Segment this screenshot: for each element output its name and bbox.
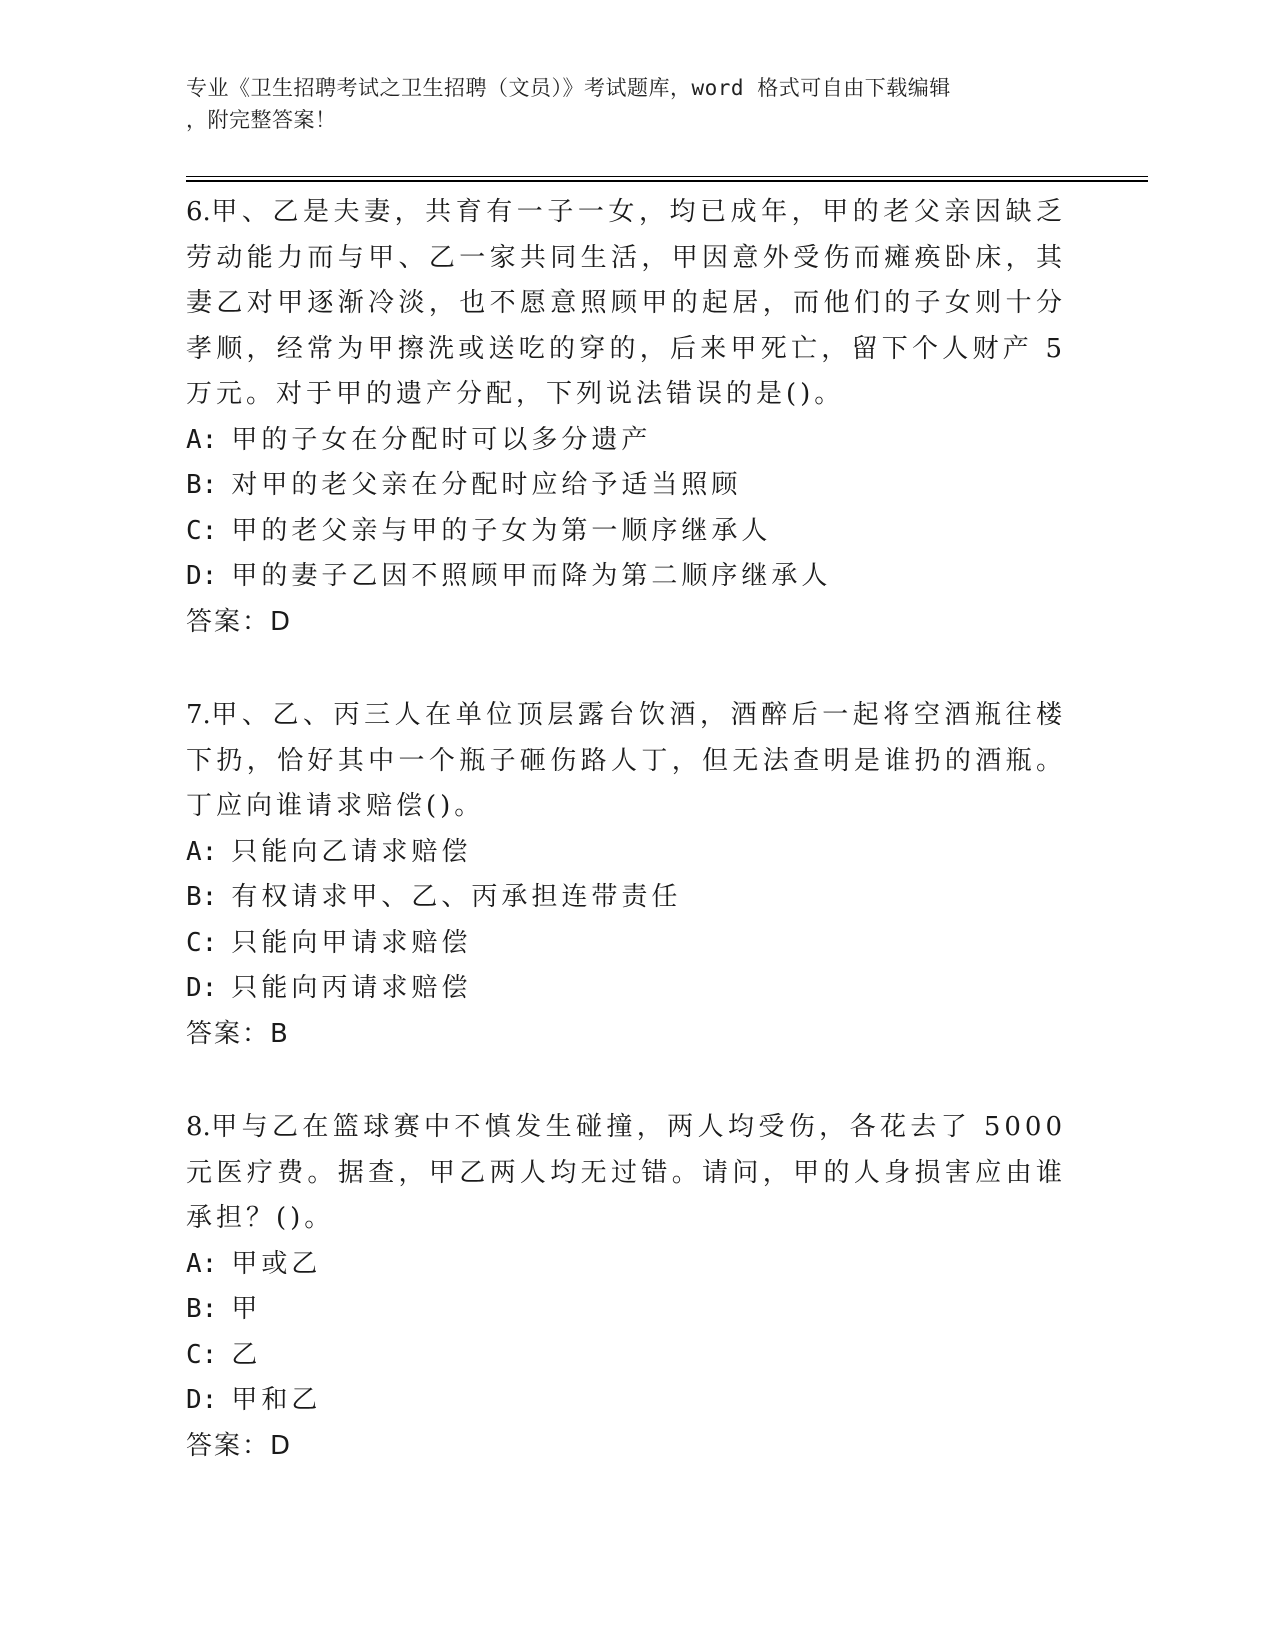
option-text: 乙: [231, 1339, 262, 1370]
option-text: 甲的老父亲与甲的子女为第一顺序继承人: [231, 515, 772, 546]
answer-label: 答案：D: [186, 606, 293, 637]
option-letter: B:: [186, 470, 218, 500]
option-letter: B:: [186, 1294, 218, 1324]
option-letter: A:: [186, 836, 218, 867]
option-c: [186, 1333, 1066, 1379]
question-6: [186, 190, 1066, 645]
option-a: [186, 830, 1066, 876]
option-text: 只能向甲请求赔偿: [231, 927, 472, 958]
question-number: 8.: [186, 1112, 211, 1142]
answer-label: 答案：D: [186, 1430, 293, 1461]
header-title-line2: ，附完整答案！: [186, 108, 337, 132]
option-d: [186, 966, 1066, 1012]
question-stem: [186, 190, 1066, 418]
question-8: [186, 1105, 1066, 1469]
option-b: [186, 1287, 1066, 1333]
question-stem: [186, 1105, 1066, 1242]
option-a: [186, 1242, 1066, 1288]
document-header: [186, 72, 1066, 136]
question-number: 7.: [186, 700, 211, 730]
option-letter: C:: [186, 927, 218, 958]
option-c: [186, 921, 1066, 967]
header-divider-thick: [186, 180, 1148, 182]
option-text: 甲或乙: [231, 1248, 322, 1279]
option-text: 有权请求甲、乙、丙承担连带责任: [231, 882, 682, 912]
option-c: [186, 509, 1066, 555]
question-stem: [186, 693, 1066, 830]
option-a: [186, 418, 1066, 464]
question-text: 甲、乙是夫妻，共育有一子一女，均已成年，甲的老父亲因缺乏劳动能力而与甲、乙一家共同生活，甲因意外受伤而瘫痪卧床，其妻乙对甲逐渐冷淡，也不愿意照顾甲的起居，而他们的子女则十分孝顺，经常为甲擦洗或送吃的穿的，后来甲死亡，留下个人财产 5 万元。对于甲的遗产分配，下列说法错误的是()。: [186, 197, 1066, 409]
question-text: 甲、乙、丙三人在单位顶层露台饮酒，酒醉后一起将空酒瓶往楼下扔，恰好其中一个瓶子砸伤路人丁，但无法查明是谁扔的酒瓶。丁应向谁请求赔偿()。: [186, 700, 1066, 821]
option-text: 甲和乙: [231, 1385, 322, 1415]
option-letter: A:: [186, 424, 218, 455]
question-7: [186, 693, 1066, 1057]
option-d: [186, 1378, 1066, 1424]
option-text: 只能向丙请求赔偿: [231, 973, 472, 1003]
option-letter: A:: [186, 1248, 218, 1279]
option-text: 甲的妻子乙因不照顾甲而降为第二顺序继承人: [231, 561, 832, 591]
option-letter: D:: [186, 1385, 218, 1415]
header-title-line1: 专业《卫生招聘考试之卫生招聘（文员）》考试题库，word 格式可自由下载编辑: [186, 76, 951, 100]
option-text: 甲: [231, 1294, 262, 1324]
option-letter: D:: [186, 561, 218, 591]
option-text: 对甲的老父亲在分配时应给予适当照顾: [231, 470, 742, 500]
header-divider-thin: [186, 176, 1148, 177]
option-d: [186, 554, 1066, 600]
option-letter: C:: [186, 1339, 218, 1370]
option-letter: C:: [186, 515, 218, 546]
answer-label: 答案：B: [186, 1018, 290, 1049]
option-b: [186, 463, 1066, 509]
question-text: 甲与乙在篮球赛中不慎发生碰撞，两人均受伤，各花去了 5000 元医疗费。据查，甲乙两人均无过错。请问，甲的人身损害应由谁承担？()。: [186, 1112, 1066, 1233]
question-list: [186, 190, 1066, 1517]
option-b: [186, 875, 1066, 921]
option-text: 甲的子女在分配时可以多分遗产: [231, 424, 652, 455]
question-number: 6.: [186, 197, 211, 227]
option-letter: D:: [186, 973, 218, 1003]
option-text: 只能向乙请求赔偿: [231, 836, 472, 867]
option-letter: B:: [186, 882, 218, 912]
